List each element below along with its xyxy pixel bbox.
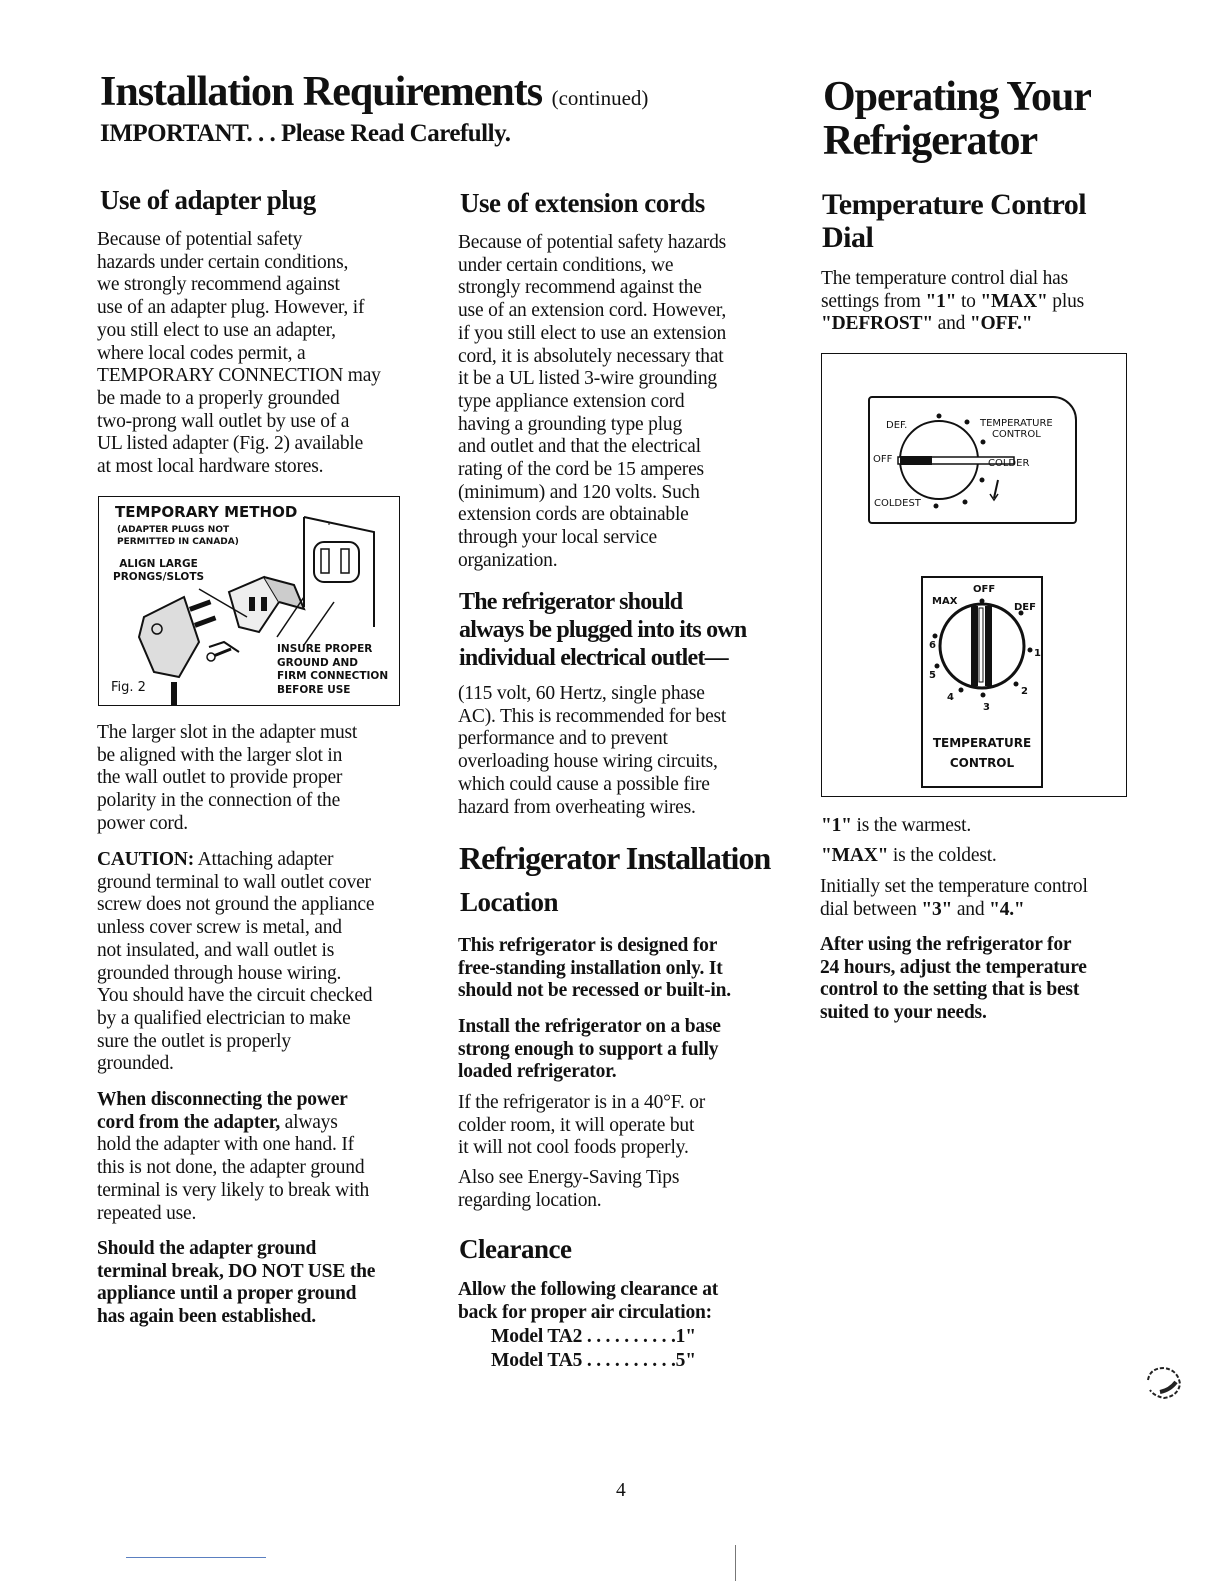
page-number: 4 [616, 1480, 626, 1501]
dial-settings-text-e: plus [1047, 290, 1085, 312]
figure-note-line1: (ADAPTER PLUGS NOT [117, 525, 230, 535]
rotary-dial-setting-3: 3 [983, 702, 990, 713]
extension-cords-paragraph: Because of potential safety hazards under certain conditions, we strongly recommend against the use of an extension cord. However, if you still elect to use an extension cord, it is absolutely necessary that it be a UL listed 3-wire grounding type appliance extension cord having a grounding type plug and outlet and that the electrical rating of the cord be 15 amperes (minimum) and 120 volts. Such extension cords are obtainable through your local service organization. [458, 232, 727, 571]
page-title [100, 70, 648, 120]
defrost-dial-coldest-label: COLDEST [874, 498, 921, 509]
rotary-dial-setting-2: 2 [1021, 686, 1028, 697]
warmest-text: is the warmest. [851, 815, 972, 836]
defrost-dial-title [980, 418, 1053, 440]
location-heading: Location [460, 887, 559, 917]
figure-label: Fig. 2 [111, 680, 146, 695]
coldest-quote: "MAX" [821, 845, 889, 866]
temperature-dial-heading [822, 188, 1086, 254]
dial-settings-text-f: "DEFROST" [821, 313, 933, 335]
disconnect-bold: When disconnecting the power cord from the adapter, [97, 1089, 348, 1133]
scan-mark-artifact [735, 1545, 736, 1581]
adapter-plug-paragraph: Because of potential safety hazards under certain conditions, we strongly recommend against use of an adapter plug. However, if you still elect to use an adapter, where local codes permit, a TEMPORARY CONNECTION may be made to a properly grounded two-prong wall outlet by use of a UL listed adapter (Fig. 2) available at most local hardware stores. [97, 229, 381, 478]
temperature-dial-heading-line1: Temperature Control [822, 188, 1087, 221]
figure-title: TEMPORARY METHOD [115, 503, 298, 521]
adapter-plug-heading: Use of adapter plug [100, 185, 316, 215]
disconnect-paragraph [97, 1089, 437, 1225]
rotary-dial-setting-4: 4 [947, 692, 954, 703]
figure-2 [98, 496, 400, 706]
installation-heading: Refrigerator Installation [459, 840, 771, 876]
rotary-dial-setting-6: 6 [929, 640, 936, 651]
rotary-dial-max-label: MAX [932, 596, 958, 607]
cold-room-paragraph: If the refrigerator is in a 40°F. or colder room, it will operate but it will not cool foods properly. [458, 1092, 706, 1159]
defrost-dial-def-label: DEF. [886, 420, 908, 431]
dial-settings-text-h: "OFF." [969, 313, 1033, 335]
figure-insure-line3: FIRM CONNECTION [277, 670, 389, 682]
figure-insure-line2: GROUND AND [277, 656, 358, 669]
defrost-dial-panel [868, 396, 1077, 524]
figure-align-line2: PRONGS/SLOTS [113, 571, 205, 583]
outlet-spec-paragraph: (115 volt, 60 Hertz, single phase AC). This is recommended for best performance and to prevent overloading house wiring circuits, which could cause a possible fire hazard from overheating wires. [458, 683, 727, 818]
dial-settings-text-g: and [932, 313, 970, 335]
figure-note [117, 524, 239, 548]
scan-line-artifact [126, 1557, 266, 1558]
adjust-paragraph: After using the refrigerator for 24 hours, adjust the temperature control to the setting that is best suited to your needs. [820, 934, 1087, 1024]
temperature-dial-heading-line2: Dial [822, 221, 874, 254]
figure-insure-line4: BEFORE USE [277, 683, 351, 696]
figure-note-line2: PERMITTED IN CANADA) [117, 537, 239, 547]
slot-alignment-paragraph: The larger slot in the adapter must be aligned with the larger slot in the wall outlet to provide proper polarity in the connection of the power cord. [97, 722, 358, 834]
page-title-text: Installation Requirements [100, 69, 543, 115]
figure-insure-label [277, 643, 388, 697]
rotary-dial-panel [921, 576, 1043, 788]
clearance-model-ta2: Model TA2 . . . . . . . . . .1" [491, 1326, 696, 1347]
figure-insure-line1: INSURE PROPER [277, 643, 373, 655]
defrost-dial-off-label: OFF [873, 454, 893, 465]
coldest-text: is the coldest. [888, 845, 997, 866]
warmest-quote: "1" [821, 815, 852, 836]
clearance-paragraph: Allow the following clearance at back for proper air circulation: [458, 1279, 719, 1323]
extension-cords-heading: Use of extension cords [460, 188, 705, 218]
right-title-line2: Refrigerator [823, 118, 1038, 164]
clearance-heading: Clearance [459, 1234, 572, 1264]
defrost-dial-title-line2: CONTROL [991, 429, 1041, 440]
initial-text-b: "3" [921, 898, 953, 920]
right-title [823, 75, 1091, 163]
own-outlet-lead: The refrigerator should always be plugged into its own individual electrical outlet— [459, 589, 747, 671]
dial-figure [821, 353, 1127, 797]
initial-text-c: and [952, 898, 990, 920]
initial-setting-paragraph [820, 876, 1150, 921]
base-paragraph: Install the refrigerator on a base strong enough to support a fully loaded refrigerator. [458, 1016, 721, 1083]
important-notice: IMPORTANT. . . Please Read Carefully. [100, 120, 511, 147]
warmest-note [821, 815, 1151, 838]
figure-align-line1: ALIGN LARGE [119, 558, 198, 570]
rotary-dial-caption [923, 733, 1041, 773]
caution-paragraph [97, 849, 437, 1076]
initial-text-d: "4." [989, 898, 1025, 920]
rotary-dial-setting-5: 5 [929, 670, 936, 681]
ground-break-paragraph: Should the adapter ground terminal break, DO NOT USE the appliance until a proper ground has again been established. [97, 1238, 376, 1328]
rotary-dial-setting-1: 1 [1034, 648, 1041, 659]
coldest-note [821, 845, 1151, 868]
defrost-dial-colder-label: COLDER [988, 458, 1030, 469]
dial-settings-text-a: The temperature control dial has settings from [821, 268, 1068, 312]
dial-settings-paragraph [821, 268, 1151, 336]
disconnect-text: always hold the adapter with one hand. If this is not done, the adapter ground terminal is very likely to break with repeated use. [97, 1111, 370, 1224]
caution-label: CAUTION: [97, 849, 194, 870]
rotary-dial-def-label: DEF [1014, 602, 1036, 613]
defrost-dial-title-line1: TEMPERATURE [980, 418, 1053, 429]
energy-tips-paragraph: Also see Energy-Saving Tips regarding location. [458, 1167, 680, 1211]
caution-text: Attaching adapter ground terminal to wall outlet cover screw does not ground the appliance unless cover screw is metal, and not insulated, and wall outlet is grounded through house wiring. You should have the circuit checked by a qualified electrician to make sure the outlet is properly grounded. [97, 849, 375, 1075]
right-title-line1: Operating Your [823, 74, 1091, 120]
rotary-dial-caption-line2: CONTROL [949, 756, 1015, 770]
dial-settings-text-b: "1" [925, 290, 957, 312]
dial-settings-text-d: "MAX" [980, 290, 1048, 312]
clearance-model-ta5: Model TA5 . . . . . . . . . .5" [491, 1350, 696, 1371]
figure-align-label [113, 558, 204, 584]
rotary-dial-caption-line1: TEMPERATURE [932, 736, 1032, 750]
initial-text-a: Initially set the temperature control dial between [820, 876, 1088, 920]
page-title-suffix: (continued) [551, 86, 649, 110]
dial-settings-text-c: to [956, 290, 981, 312]
hole-punch-icon [1138, 1360, 1186, 1404]
rotary-dial-off-label: OFF [973, 584, 996, 595]
free-standing-paragraph: This refrigerator is designed for free-standing installation only. It should not be recessed or built-in. [458, 935, 731, 1002]
